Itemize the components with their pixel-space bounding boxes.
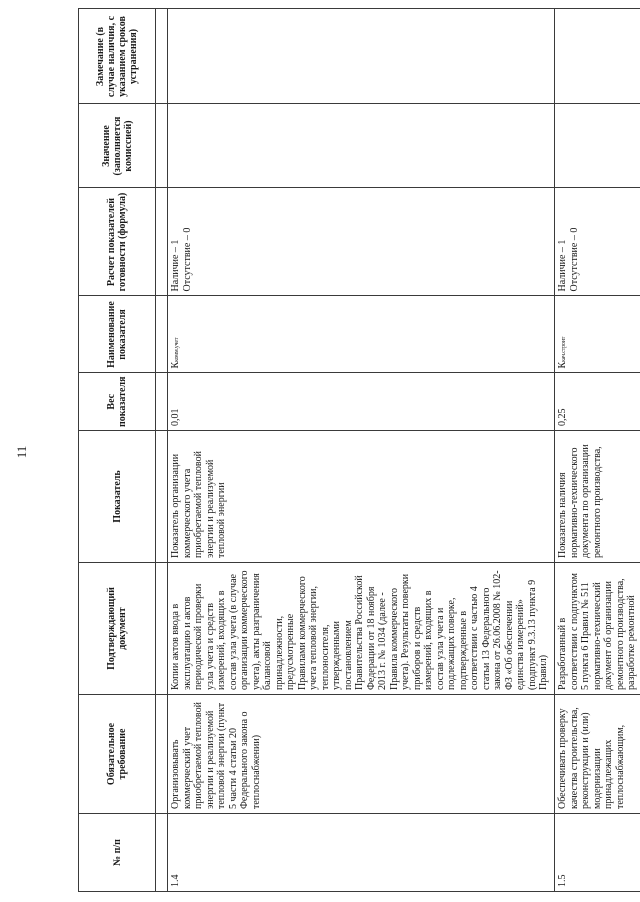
row-indicator-name — [555, 296, 640, 373]
name-symbol: К — [557, 361, 568, 369]
row-num: 1.4 — [168, 814, 555, 892]
row-weight: 0,25 — [555, 373, 640, 431]
row-document: Разработанный в соответствии с подпунктом 5 пункта 6 Правил № 511 нормативно-технический документ об организации ремонтного производства, разработке ремонтной — [555, 563, 640, 695]
row-remark — [555, 9, 640, 104]
row-indicator-name — [168, 296, 555, 373]
header-name: Наименование показателя — [79, 296, 156, 373]
header-row — [79, 9, 156, 892]
row-requirement: Обеспечивать проверку качества строительства, реконструкции и (или) модернизации принадлежащих теплоснабжающим, — [555, 695, 640, 814]
row-indicator: Показатель организации коммерческого учета приобретаемой тепловой энергии и реализуемой тепловой энергии — [168, 431, 555, 563]
row-value — [555, 104, 640, 188]
header-formula: Расчет показателей готовности (формула) — [79, 188, 156, 296]
row-indicator: Показатель наличия нормативно-технического документа по организации ремонтного производства, — [555, 431, 640, 563]
row-num: 1.5 — [555, 814, 640, 892]
row-remark — [168, 9, 555, 104]
header-remark: Замечание (в случае наличия, с указанием сроков устранения) — [79, 9, 156, 104]
row-requirement: Организовывать коммерческий учет приобретаемой тепловой энергии и реализуемой тепловой энергии (пункт 5 части 4 статьи 20 Федерального закона о теплоснабжении) — [168, 695, 555, 814]
header-document: Подтверждающий документ — [79, 563, 156, 695]
row-document: Копии актов ввода в эксплуатацию и актов периодической проверки узла учета и средств измерений, входящих в состав узла учета (в случае организации коммерческого учета), акты разграничения балансовой принадлежности, предусмотренные Правилами коммерческого учета тепловой энергии, теплоносителя, утвержденными постановлением Правительства Российской Федерации от 18 ноября 2013 г. № 1034 (далее - Правила коммерческого учета). Результаты поверки приборов и средств измерений, входящих в состав узла учета и подлежащих поверке, подтвержденные в соответствии с частью 4 статьи 13 Федерального закона от 26.06.2008 № 102-ФЗ «Об обеспечении единства измерений» (подпункт 9.3.13 пункта 9 Правил) — [168, 563, 555, 695]
header-weight: Вес показателя — [79, 373, 156, 431]
row-formula — [555, 188, 640, 296]
row-weight: 0,01 — [168, 373, 555, 431]
row-value — [168, 104, 555, 188]
header-indicator: Показатель — [79, 431, 156, 563]
page-number: 11 — [14, 445, 29, 459]
name-subscript: комм.учет — [174, 337, 180, 362]
name-subscript: кач.строит — [561, 336, 567, 362]
row-formula — [168, 188, 555, 296]
separator-row — [156, 9, 168, 892]
header-requirement: Обязательное требование — [79, 695, 156, 814]
table-row — [555, 9, 640, 892]
formula-present: Наличие – 1 — [557, 239, 568, 292]
header-value: Значение (заполняется комиссией) — [79, 104, 156, 188]
requirements-table — [78, 9, 640, 893]
formula-absent: Отсутствие – 0 — [568, 227, 580, 292]
header-num: № п/п — [79, 814, 156, 892]
formula-absent: Отсутствие – 0 — [181, 227, 193, 292]
name-symbol: К — [170, 361, 181, 369]
formula-present: Наличие – 1 — [170, 239, 181, 292]
table-row — [168, 9, 555, 892]
